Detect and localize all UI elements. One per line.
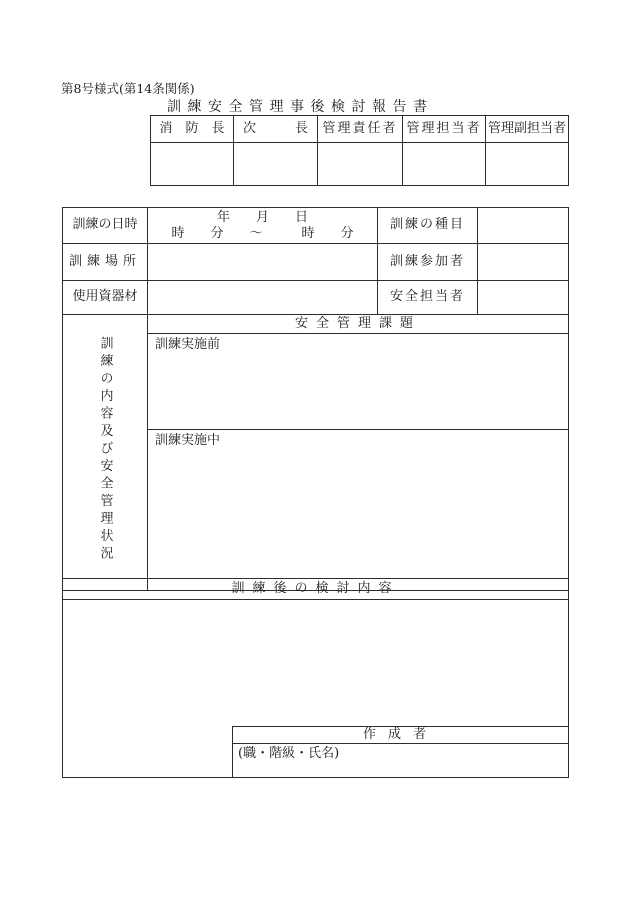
training-place-label: 訓練場所 (63, 244, 148, 281)
place-row (63, 244, 569, 281)
equipment-row (63, 281, 569, 315)
date-template-line: 年 月 日 (216, 209, 308, 225)
author-box (232, 726, 568, 777)
approval-col-fire-chief: 消 防 長 (151, 116, 234, 143)
pre-training-box (148, 334, 569, 430)
review-table (62, 578, 569, 778)
approval-stamp-row (151, 143, 569, 186)
equipment-value (148, 281, 378, 315)
approval-col-deputy-chief: 次 長 (234, 116, 318, 143)
during-training-label: 訓練実施中 (155, 433, 221, 448)
safety-issues-header: 安全管理課題 (148, 315, 569, 334)
section-side-label (63, 315, 148, 591)
approval-col-assistant-officer: 管理副担当者 (486, 116, 569, 143)
review-header: 訓練後の検討内容 (63, 579, 569, 600)
training-type-label: 訓練の種目 (378, 208, 478, 244)
during-training-box (148, 430, 569, 591)
approval-col-manager: 管理責任者 (318, 116, 403, 143)
section-side-label-text: 訓練の内容及び安全管理状況 (97, 336, 113, 564)
training-type-value (478, 208, 569, 244)
review-content-area (63, 600, 568, 777)
training-info-table (62, 207, 569, 591)
pre-training-label: 訓練実施前 (155, 337, 221, 352)
training-datetime-label: 訓練の日時 (63, 208, 148, 244)
stamp-cell-assistant-officer (486, 143, 569, 186)
approval-header-row (151, 116, 569, 143)
datetime-row (63, 208, 569, 244)
author-note: (職・階級・氏名) (238, 746, 340, 761)
training-datetime-field (148, 208, 378, 244)
safety-officer-label: 安全担当者 (378, 281, 478, 315)
approval-col-officer: 管理担当者 (403, 116, 486, 143)
review-content-box (63, 600, 569, 778)
issues-header-row (63, 315, 569, 334)
author-header: 作成者 (233, 727, 568, 744)
stamp-cell-officer (403, 143, 486, 186)
form-number: 第8号様式(第14条関係) (61, 81, 195, 96)
stamp-cell-manager (318, 143, 403, 186)
time-template-line: 時 分 ～ 時 分 (171, 225, 354, 241)
training-place-value (148, 244, 378, 281)
participants-value (478, 244, 569, 281)
review-header-row (63, 579, 569, 600)
review-content-row (63, 600, 569, 778)
safety-officer-value (478, 281, 569, 315)
stamp-cell-deputy-chief (234, 143, 318, 186)
participants-label: 訓練参加者 (378, 244, 478, 281)
equipment-label: 使用資器材 (63, 281, 148, 315)
form-title: 訓練安全管理事後検討報告書 (167, 99, 434, 115)
approval-stamp-table (150, 115, 569, 186)
stamp-cell-fire-chief (151, 143, 234, 186)
